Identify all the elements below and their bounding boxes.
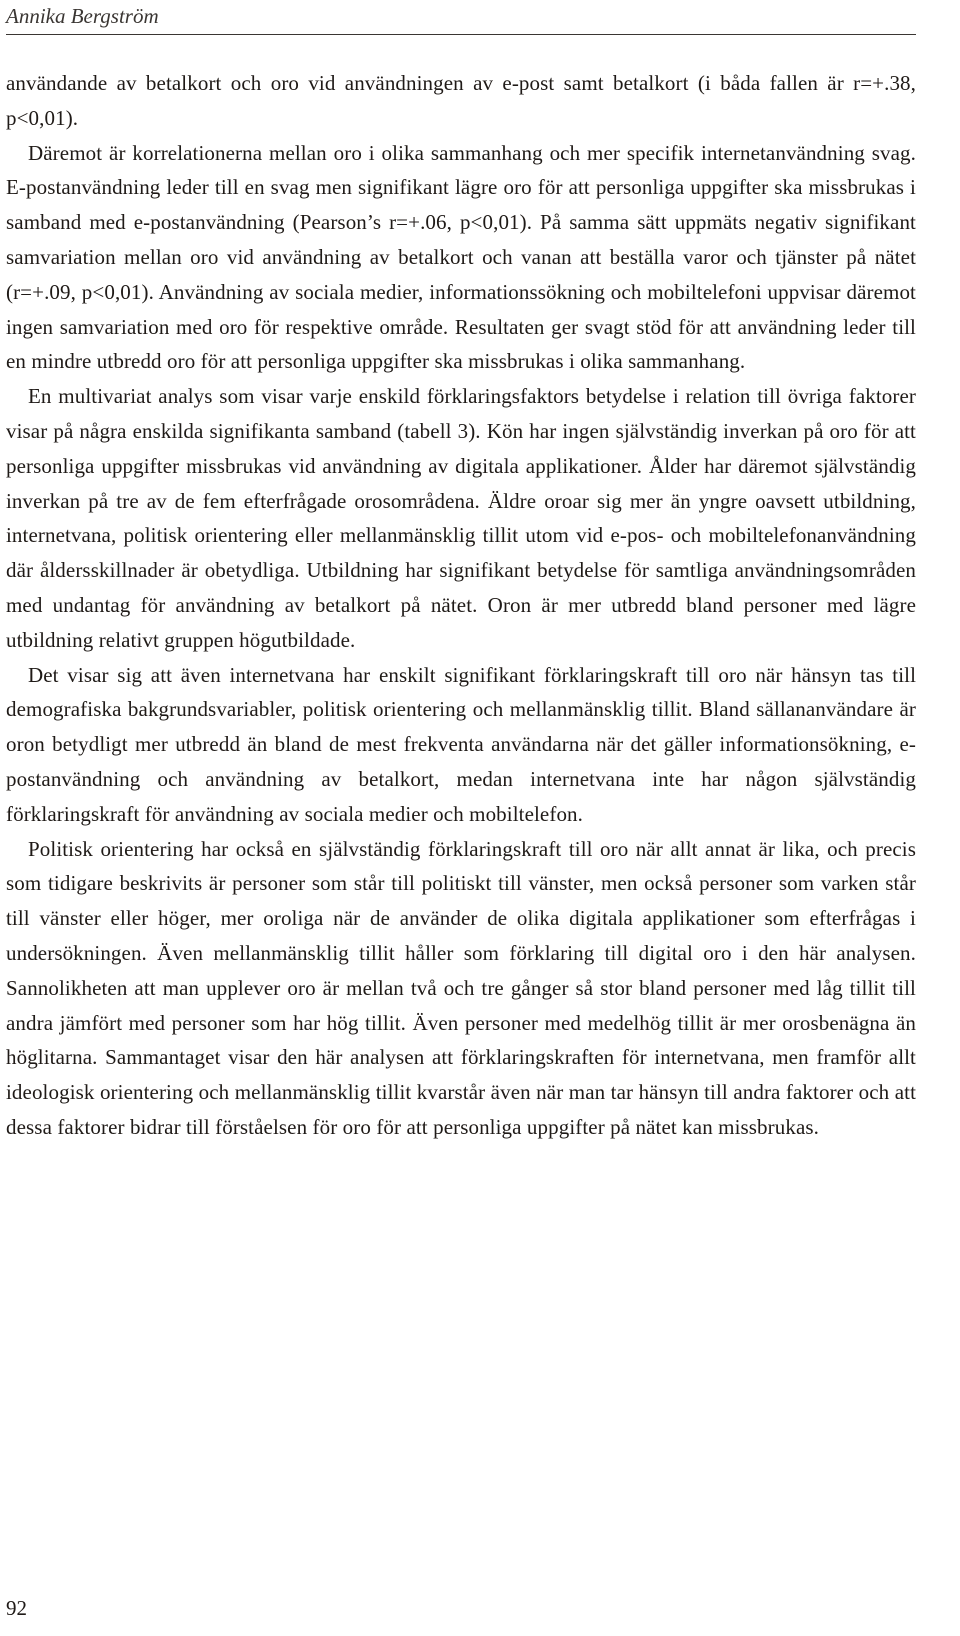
paragraph-2: Däremot är korrelationerna mellan oro i olika sammanhang och mer specifik internetanvändning svag. E-postanvändning leder till en svag men signifikant lägre oro för att personliga uppgifter ska missbrukas i samband med e-postanvändning (Pearson’s r=+.06, p<0,01). På samma sätt uppmäts negativ signifikant samvariation mellan oro vid användning av betalkort och vanan att beställa varor och tjänster på nätet (r=+.09, p<0,01). Användning av sociala medier, informationssökning och mobiltelefoni uppvisar däremot ingen samvariation med oro för respektive område. Resultaten ger svagt stöd för att användning leder till en mindre utbredd oro för att personliga uppgifter ska missbrukas i olika sammanhang.: [6, 140, 916, 374]
paragraph-3: En multivariat analys som visar varje enskild förklaringsfaktors betydelse i relation till övriga faktorer visar på några enskilda signifikanta samband (tabell 3). Kön har ingen självständig inverkan på oro för att personliga uppgifter missbrukas vid användning av digitala applikationer. Ålder har däremot självständig inverkan på tre av de fem efterfrågade orosområdena. Äldre oroar sig mer än yngre oavsett utbildning, internetvana, politisk orientering eller mellanmänsklig tillit utom vid e-pos- och mobiltelefonanvändning där åldersskillnader är obetydliga. Utbildning har signifikant betydelse för samtliga användningsområden med undantag för användning av betalkort på nätet. Oron är mer utbredd bland personer med lägre utbildning relativt gruppen högutbildade.: [6, 384, 916, 652]
body-text: [6, 66, 916, 1145]
header-rule: [6, 34, 916, 35]
paragraph-4: Det visar sig att även internetvana har enskilt signifikant förklaringskraft till oro när hänsyn tas till demografiska bakgrundsvariabler, politisk orientering och mellanmänsklig tillit. Bland sällananvändare är oron betydligt mer utbredd än bland de mest frekventa användarna när det gäller informationsökning, e-postanvändning och användning av betalkort, medan internetvana inte har någon självständig förklaringskraft för användning av sociala medier och mobiltelefon.: [6, 662, 916, 826]
running-head-author: Annika Bergström: [6, 4, 159, 28]
paragraph-1: användande av betalkort och oro vid användningen av e-post samt betalkort (i båda fallen är r=+.38, p<0,01).: [6, 71, 916, 130]
page-number: 92: [6, 1596, 27, 1620]
paragraph-5: Politisk orientering har också en självständig förklaringskraft till oro när allt annat är lika, och precis som tidigare beskrivits är personer som står till politiskt till vänster, men också personer som varken står till vänster eller höger, mer oroliga när de använder de olika digitala applikationer som efterfrågas i undersökningen. Även mellanmänsklig tillit håller som förklaring till digital oro i den här analysen. Sannolikheten att man upplever oro är mellan två och tre gånger så stor bland personer med låg tillit till andra jämfört med personer som har hög tillit. Även personer med medelhög tillit är mer orosbenägna än höglitarna. Sammantaget visar den här analysen att förklaringskraften för internetvana, men framför allt ideologisk orientering och mellanmänsklig tillit kvarstår även när man tar hänsyn till andra faktorer och att dessa faktorer bidrar till förståelsen för oro för att personliga uppgifter på nätet kan missbrukas.: [6, 836, 916, 1139]
